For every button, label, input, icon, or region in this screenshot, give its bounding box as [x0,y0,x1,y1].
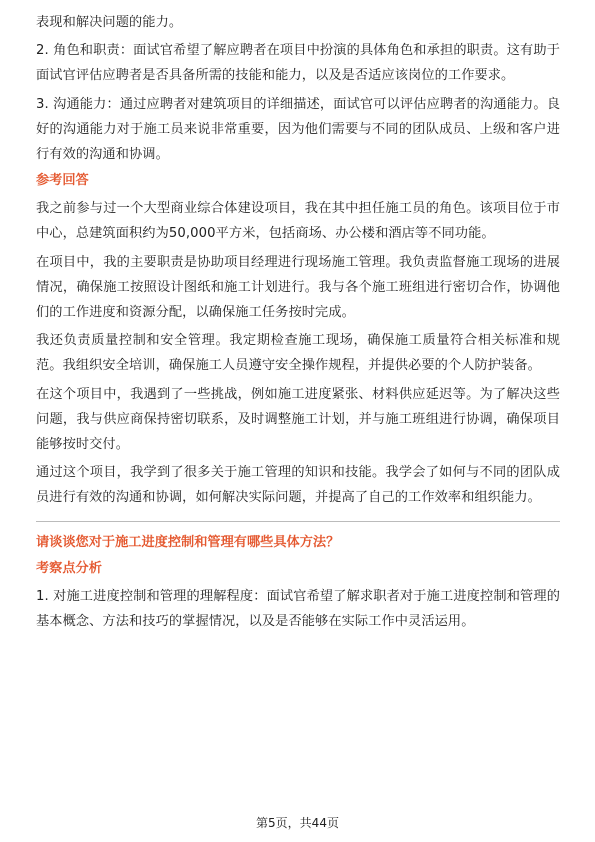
document-page [36,10,560,637]
reference-answer-heading: 参考回答 [36,173,89,189]
analysis-paragraph-1: 1. 对施工进度控制和管理的理解程度：面试官希望了解求职者对于施工进度控制和管理的基本概念、方法和技巧的掌握情况，以及是否能够在实际工作中灵活运用。 [36,588,560,629]
paragraph-top-2: 2. 角色和职责：面试官希望了解应聘者在项目中扮演的具体角色和承担的职责。这有助于面试官评估应聘者是否具备所需的技能和能力，以及是否适应该岗位的工作要求。 [36,43,560,84]
paragraph-top-3: 3. 沟通能力：通过应聘者对建筑项目的详细描述，面试官可以评估应聘者的沟通能力。良好的沟通能力对于施工员来说非常重要，因为他们需要与不同的团队成员、上级和客户进行有效的沟通和协调。 [36,96,560,163]
answer-paragraph-4: 在这个项目中，我遇到了一些挑战，例如施工进度紧张、材料供应延迟等。为了解决这些问题，我与供应商保持密切联系，及时调整施工计划，并与施工班组进行协调，确保项目能够按时交付。 [36,386,560,453]
question-heading: 请谈谈您对于施工进度控制和管理有哪些具体方法？ [36,534,340,550]
analysis-heading: 考察点分析 [36,560,102,576]
answer-paragraph-3: 我还负责质量控制和安全管理。我定期检查施工现场，确保施工质量符合相关标准和规范。我组织安全培训，确保施工人员遵守安全操作规程，并提供必要的个人防护装备。 [36,333,560,374]
page-number-footer: 第5页，共44页 [256,816,339,830]
answer-paragraph-5: 通过这个项目，我学到了很多关于施工管理的知识和技能。我学会了如何与不同的团队成员进行有效的沟通和协调，如何解决实际问题，并提高了自己的工作效率和组织能力。 [36,465,560,506]
answer-paragraph-2: 在项目中，我的主要职责是协助项目经理进行现场施工管理。我负责监督施工现场的进展情况，确保施工按照设计图纸和施工计划进行。我与各个施工班组进行密切合作，协调他们的工作进度和资源分配，以确保施工任务按时完成。 [36,254,560,321]
paragraph-top-1: 表现和解决问题的能力。 [36,15,183,30]
answer-paragraph-1: 我之前参与过一个大型商业综合体建设项目，我在其中担任施工员的角色。该项目位于市中心，总建筑面积约为50,000平方米，包括商场、办公楼和酒店等不同功能。 [36,201,560,242]
section-divider [36,521,560,522]
